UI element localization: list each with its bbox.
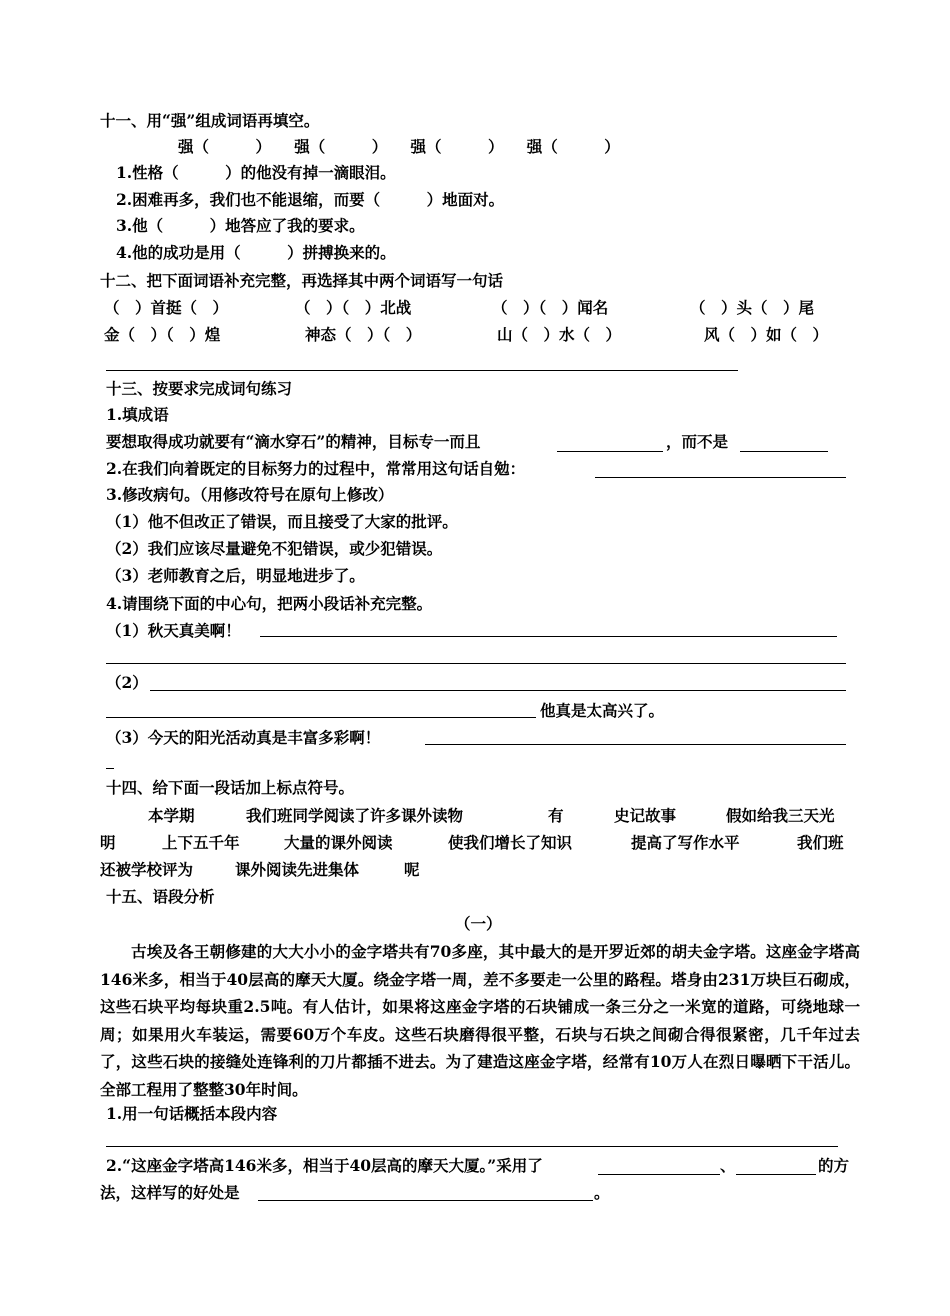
answer-line[interactable] <box>106 370 738 371</box>
punct-seg: 提高了写作水平 <box>631 833 740 852</box>
s13-q1-text2: ，而不是 <box>666 432 729 451</box>
s13-q4: 4.请围绕下面的中心句，把两小段话补充完整。 <box>106 594 433 613</box>
answer-line[interactable] <box>736 1174 816 1175</box>
idiom-6: 神态（ ）（ ） <box>305 325 422 344</box>
s15-q2-c: 法，这样写的好处是 <box>100 1183 240 1202</box>
s15-q2-b: 的方 <box>818 1156 850 1175</box>
answer-line[interactable] <box>557 451 663 452</box>
s11-q2: 2.困难再多，我们也不能退缩，而要（ ）地面对。 <box>116 190 505 209</box>
s13-q3-item3: （3）老师教育之后，明显地进步了。 <box>106 566 365 585</box>
answer-line[interactable] <box>106 1146 838 1147</box>
s13-q3-item1: （1）他不但改正了错误，而且接受了大家的批评。 <box>106 512 458 531</box>
idiom-2: （ ）（ ）北战 <box>295 298 412 317</box>
section-12-title: 十二、把下面词语补充完整，再选择其中两个词语写一句话 <box>100 271 504 290</box>
idiom-7: 山（ ）水（ ） <box>497 325 622 344</box>
passage-subtitle: （一） <box>455 914 502 933</box>
qiang-blanks: 强（ ） 强（ ） 强（ ） 强（ ） <box>178 137 620 156</box>
punct-seg: 有 <box>548 806 564 825</box>
s11-q4: 4.他的成功是用（ ）拼搏换来的。 <box>116 243 396 262</box>
punct-seg: 使我们增长了知识 <box>448 833 573 852</box>
idiom-8: 风（ ）如（ ） <box>704 325 829 344</box>
punct-seg: 明 <box>100 833 116 852</box>
s13-q1-label: 1.填成语 <box>106 405 169 424</box>
punct-seg: 史记故事 <box>614 806 677 825</box>
punct-seg: 大量的课外阅读 <box>284 833 393 852</box>
pyramid-passage: 古埃及各王朝修建的大大小小的金字塔共有70多座，其中最大的是开罗近郊的胡夫金字塔。这座金字塔高146米多，相当于40层高的摩天大厦。绕金字塔一周，差不多要走一公里的路程。塔身由231万块巨石砌成，这些石块平均每块重2.5吨。有人估计，如果将这座金字塔的石块铺成一条三分之一米宽的道路，可绕地球一周；如果用火车装运，需要60万个车皮。这些石块磨得很平整，石块与石块之间砌合得很紧密，几千年过去了，这些石块的接缝处连锋利的刀片都插不进去。为了建造这座金字塔，经常有10万人在烈日曝晒下干活儿。全部工程用了整整30年时间。 <box>100 942 860 1099</box>
s11-q3: 3.他（ ）地答应了我的要求。 <box>116 216 365 235</box>
section-14-title: 十四、给下面一段话加上标点符号。 <box>106 778 355 797</box>
punct-seg: 假如给我三天光 <box>726 806 835 825</box>
s11-q1: 1.性格（ ）的他没有掉一滴眼泪。 <box>116 163 396 182</box>
answer-line[interactable] <box>425 744 846 745</box>
s13-q4-3: （3）今天的阳光活动真是丰富多彩啊！ <box>106 728 381 747</box>
s15-q1: 1.用一句话概括本段内容 <box>106 1104 278 1123</box>
s15-q2-sep: 、 <box>720 1156 736 1175</box>
s13-q3: 3.修改病句。（用修改符号在原句上修改） <box>106 485 394 504</box>
answer-line[interactable] <box>260 636 837 637</box>
punct-seg: 上下五千年 <box>162 833 240 852</box>
idiom-4: （ ）头（ ）尾 <box>690 298 815 317</box>
section-15-title: 十五、语段分析 <box>106 887 215 906</box>
punct-seg: 本学期 <box>148 806 195 825</box>
punct-seg: 我们班同学阅读了许多课外读物 <box>246 806 464 825</box>
punct-seg: 呢 <box>404 860 420 879</box>
idiom-5: 金（ ）（ ）煌 <box>104 325 221 344</box>
punct-seg: 还被学校评为 <box>100 860 194 879</box>
answer-line[interactable] <box>150 690 846 691</box>
s13-q4-2-end: 他真是太高兴了。 <box>540 701 665 720</box>
s15-q2: 2.“这座金字塔高146米多，相当于40层高的摩天大厦。”采用了 <box>106 1156 543 1175</box>
answer-line[interactable] <box>740 451 828 452</box>
s13-q4-1: （1）秋天真美啊！ <box>106 621 241 640</box>
s13-q4-2: （2） <box>106 673 148 692</box>
answer-line[interactable] <box>595 477 846 478</box>
answer-line[interactable] <box>598 1174 720 1175</box>
section-11-title: 十一、用“强”组成词语再填空。 <box>100 111 320 130</box>
section-13-title: 十三、按要求完成词句练习 <box>106 379 293 398</box>
answer-line[interactable] <box>106 717 536 718</box>
answer-line[interactable] <box>258 1200 593 1201</box>
s13-q2: 2.在我们向着既定的目标努力的过程中，常常用这句话自勉： <box>106 459 526 478</box>
answer-line[interactable] <box>106 768 114 769</box>
s13-q1-text: 要想取得成功就要有“滴水穿石”的精神，目标专一而且 <box>106 432 481 451</box>
punct-seg: 课外阅读先进集体 <box>235 860 360 879</box>
s15-q2-end: 。 <box>594 1183 610 1202</box>
answer-line[interactable] <box>106 663 846 664</box>
idiom-3: （ ）（ ）闻名 <box>492 298 609 317</box>
s13-q3-item2: （2）我们应该尽量避免不犯错误，或少犯错误。 <box>106 539 443 558</box>
idiom-1: （ ）首挺（ ） <box>104 298 229 317</box>
punct-seg: 我们班 <box>797 833 844 852</box>
